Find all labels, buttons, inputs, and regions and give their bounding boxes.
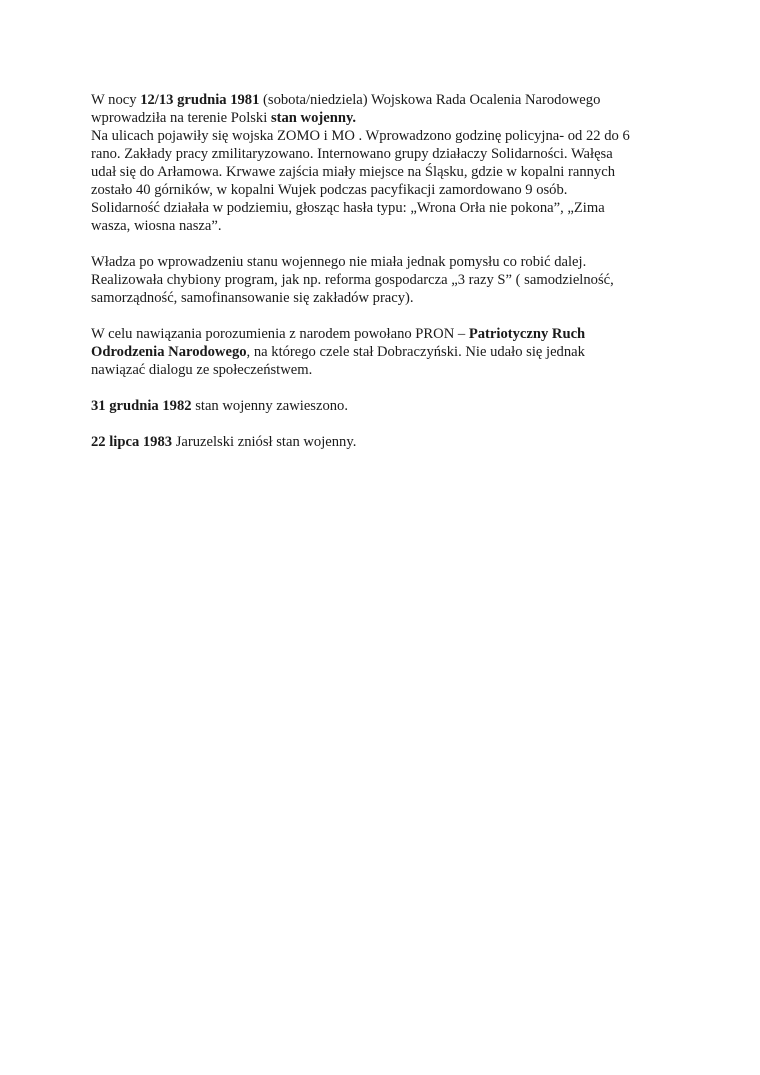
term-bold: Odrodzenia Narodowego — [91, 344, 247, 360]
text-line: Na ulicach pojawiły się wojska ZOMO i MO . Wprowadzono godzinę policyjna- od 22 do 6 — [91, 128, 630, 144]
text-line — [91, 91, 671, 109]
paragraph-martial-law-intro — [91, 91, 671, 235]
text-run: , na którego czele stał Dobraczyński. Nie udało się jednak — [246, 344, 585, 360]
text-run: wprowadziła na terenie Polski — [91, 110, 271, 126]
text-run: W nocy — [91, 92, 141, 108]
paragraph-government-program — [91, 253, 671, 307]
text-line: Solidarność działała w podziemiu, głosząc hasła typu: „Wrona Orła nie pokona”, „Zima — [91, 200, 605, 216]
text-run: (sobota/niedziela) Wojskowa Rada Ocalenia Narodowego — [259, 92, 601, 108]
term-bold: Patriotyczny Ruch — [468, 326, 586, 342]
paragraph-pron — [91, 325, 671, 379]
document-body — [91, 91, 671, 469]
date-bold: 31 grudnia 1982 — [91, 398, 192, 414]
date-bold: 22 lipca 1983 — [91, 434, 173, 450]
date-bold: 12/13 grudnia 1981 — [140, 92, 260, 108]
text-line — [91, 433, 671, 451]
text-line — [91, 343, 671, 361]
paragraph-lifting — [91, 433, 671, 451]
text-run: Jaruzelski zniósł stan wojenny. — [172, 434, 357, 450]
text-line: Realizowała chybiony program, jak np. reforma gospodarcza „3 razy S” ( samodzielność, — [91, 272, 614, 288]
text-line: wasza, wiosna nasza”. — [91, 218, 222, 234]
text-line: nawiązać dialogu ze społeczeństwem. — [91, 362, 313, 378]
text-line: rano. Zakłady pracy zmilitaryzowano. Internowano grupy działaczy Solidarności. Wałęsa — [91, 146, 613, 162]
text-line — [91, 397, 671, 415]
text-line: Władza po wprowadzeniu stanu wojennego nie miała jednak pomysłu co robić dalej. — [91, 254, 587, 270]
text-run: stan wojenny zawieszono. — [191, 398, 348, 414]
text-line: zostało 40 górników, w kopalni Wujek podczas pacyfikacji zamordowano 9 osób. — [91, 182, 568, 198]
text-line: samorządność, samofinansowanie się zakładów pracy). — [91, 290, 414, 306]
text-line — [91, 109, 671, 127]
text-line — [91, 325, 671, 343]
text-line: udał się do Arłamowa. Krwawe zajścia miały miejsce na Śląsku, gdzie w kopalni rannych — [91, 164, 615, 180]
paragraph-suspension — [91, 397, 671, 415]
term-bold: stan wojenny. — [270, 110, 357, 126]
text-run: W celu nawiązania porozumienia z narodem powołano PRON – — [91, 326, 469, 342]
